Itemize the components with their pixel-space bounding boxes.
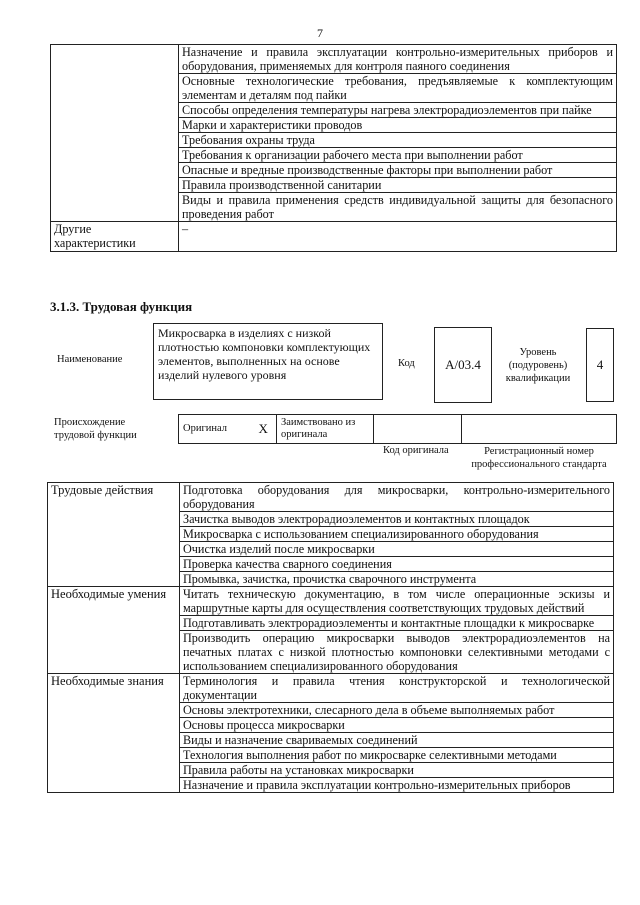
table-row: Зачистка выводов электрорадиоэлементов и контактных площадок [180, 512, 614, 527]
page-number: 7 [317, 26, 323, 40]
table-row: Подготавливать электрорадиоэлементы и контактные площадки к микросварке [180, 616, 614, 631]
skills-label: Необходимые умения [48, 587, 180, 674]
table-row: Очистка изделий после микросварки [180, 542, 614, 557]
borrowed-label: Заимствовано из оригинала [277, 415, 374, 444]
other-characteristics-label: Другие характеристики [51, 222, 179, 252]
section-title: 3.1.3. Трудовая функция [50, 299, 193, 314]
empty-label-cell [51, 45, 179, 222]
table-row: Виды и правила применения средств индивидуальной защиты для безопасного проведения работ [179, 193, 617, 222]
qualification-level-label: Уровень (подуровень) квалификации [505, 347, 571, 384]
original-mark: X [251, 415, 277, 444]
origin-label: Происхождение трудовой функции [54, 417, 137, 441]
table-row: Подготовка оборудования для микросварки, контрольно-измерительного оборудования [180, 483, 614, 512]
table-row: Способы определения температуры нагрева электрорадиоэлементов при пайке [179, 103, 617, 118]
table-row: Микросварка с использованием специализированного оборудования [180, 527, 614, 542]
table-row: Назначение и правила эксплуатации контрольно-измерительных приборов [180, 778, 614, 793]
registration-number-cell [462, 415, 617, 444]
table-row: Основы электротехники, слесарного дела в объеме выполняемых работ [180, 703, 614, 718]
table-row: Назначение и правила эксплуатации контрольно-измерительных приборов и оборудования, применяемых для контроля паяного соединения [179, 45, 617, 74]
code-label: Код [398, 358, 415, 369]
knowledge-label: Необходимые знания [48, 674, 180, 793]
other-characteristics-value: – [179, 222, 617, 252]
labor-function-table [47, 482, 614, 793]
table-row: Опасные и вредные производственные факторы при выполнении работ [179, 163, 617, 178]
table-row: Проверка качества сварного соединения [180, 557, 614, 572]
table-row: Требования охраны труда [179, 133, 617, 148]
table-row: Правила производственной санитарии [179, 178, 617, 193]
original-label: Оригинал [179, 415, 251, 444]
table-row: Правила работы на установках микросварки [180, 763, 614, 778]
knowledge-continuation-table [50, 44, 617, 252]
function-name-box: Микросварка в изделиях с низкой плотностью компоновки комплектующих элементов, выполненных на основе изделий нулевого уровня [153, 323, 383, 400]
table-row: Основы процесса микросварки [180, 718, 614, 733]
table-row: Виды и назначение свариваемых соединений [180, 733, 614, 748]
name-label: Наименование [57, 354, 123, 365]
table-row: Производить операцию микросварки выводов электрорадиоэлементов на печатных платах с низкой плотностью компоновки селективными методами с использованием специализированного оборудования [180, 631, 614, 674]
table-row: Читать техническую документацию, в том числе операционные эскизы и маршрутные карты для осуществления соответствующих трудовых действий [180, 587, 614, 616]
qualification-level-box: 4 [586, 328, 614, 402]
original-code-caption: Код оригинала [383, 445, 449, 456]
table-row: Марки и характеристики проводов [179, 118, 617, 133]
table-row: Требования к организации рабочего места при выполнении работ [179, 148, 617, 163]
registration-number-caption: Регистрационный номер профессионального стандарта [471, 446, 607, 470]
table-row: Терминология и правила чтения конструкторской и технологической документации [180, 674, 614, 703]
actions-label: Трудовые действия [48, 483, 180, 587]
origin-table [178, 414, 617, 444]
table-row: Технология выполнения работ по микросварке селективными методами [180, 748, 614, 763]
table-row: Основные технологические требования, предъявляемые к комплектующим элементам и деталям под пайки [179, 74, 617, 103]
function-code-box: A/03.4 [434, 327, 492, 403]
original-code-cell [374, 415, 462, 444]
table-row: Промывка, зачистка, прочистка сварочного инструмента [180, 572, 614, 587]
